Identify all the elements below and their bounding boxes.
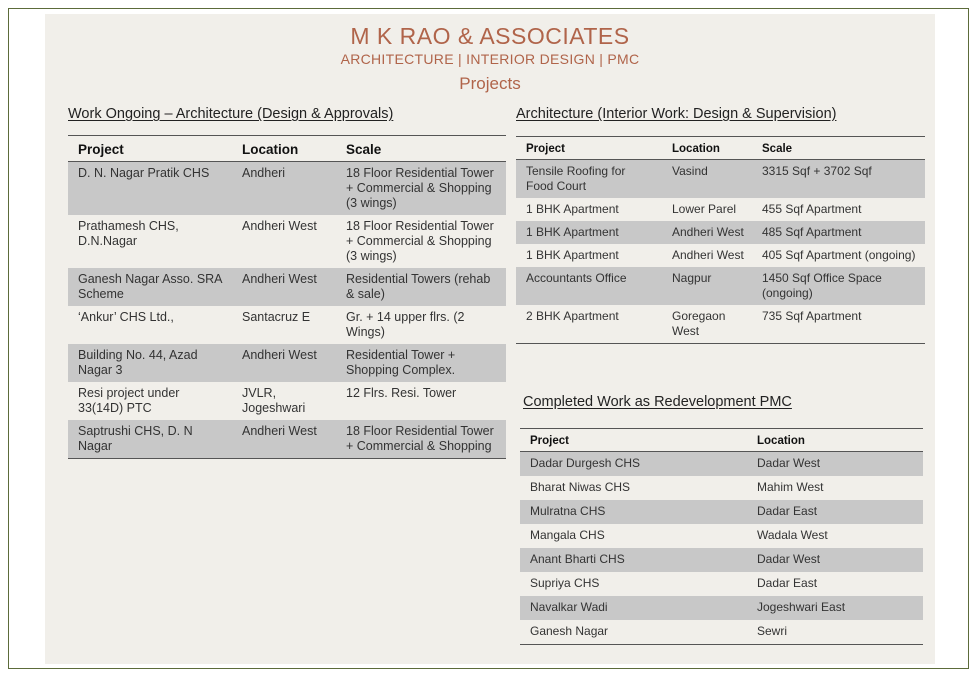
interior-col-location: Location — [662, 137, 752, 160]
table-row — [520, 524, 923, 548]
cell-location: Wadala West — [757, 528, 828, 542]
cell-project: Accountants Office — [516, 267, 662, 305]
cell-scale: 485 Sqf Apartment — [752, 221, 925, 244]
table-row — [520, 620, 923, 645]
cell-project: Anant Bharti CHS — [520, 548, 747, 572]
cell-scale: 1450 Sqf Office Space (ongoing) — [752, 267, 925, 305]
table-row — [68, 215, 506, 268]
table-row — [520, 452, 923, 477]
cell-scale: Residential Towers (rehab & sale) — [336, 268, 506, 306]
cell-project: Saptrushi CHS, D. N Nagar — [68, 420, 232, 459]
table-row — [68, 382, 506, 420]
cell-location: Vasind — [662, 160, 752, 199]
table-row — [68, 306, 506, 344]
cell-project: Tensile Roofing for Food Court — [516, 160, 662, 199]
table-row — [516, 244, 925, 267]
cell-project: D. N. Nagar Pratik CHS — [68, 162, 232, 216]
cell-project: 1 BHK Apartment — [526, 202, 619, 216]
page-title: Projects — [459, 74, 521, 93]
ongoing-col-project: Project — [68, 136, 232, 162]
cell-project: Supriya CHS — [530, 576, 600, 590]
cell-project: 1 BHK Apartment — [516, 221, 662, 244]
ongoing-header-row — [68, 136, 506, 162]
ongoing-table — [68, 135, 506, 459]
cell-scale: 405 Sqf Apartment (ongoing) — [762, 248, 916, 262]
document-sheet — [45, 14, 935, 664]
cell-scale: 735 Sqf Apartment — [752, 305, 925, 344]
cell-project: Mulratna CHS — [520, 500, 747, 524]
cell-location: Dadar East — [757, 576, 818, 590]
cell-project: ‘Ankur’ CHS Ltd., — [78, 310, 174, 324]
cell-location: Goregaon West — [662, 305, 752, 344]
cell-scale: Gr. + 14 upper flrs. (2 Wings) — [346, 310, 465, 339]
table-row — [516, 267, 925, 305]
cell-project: Bharat Niwas CHS — [530, 480, 631, 494]
completed-rows — [520, 452, 923, 645]
cell-scale: Residential Tower + Shopping Complex. — [336, 344, 506, 382]
company-name: M K RAO & ASSOCIATES — [350, 23, 630, 49]
cell-location: Dadar East — [747, 500, 923, 524]
cell-scale: 455 Sqf Apartment — [762, 202, 862, 216]
cell-project: Mangala CHS — [530, 528, 605, 542]
table-row — [68, 344, 506, 382]
company-tagline: ARCHITECTURE | INTERIOR DESIGN | PMC — [340, 51, 640, 67]
cell-location: Sewri — [747, 620, 923, 645]
interior-col-scale: Scale — [752, 137, 925, 160]
cell-scale: 12 Flrs. Resi. Tower — [346, 386, 457, 400]
cell-location: Andheri West — [232, 420, 336, 459]
cell-project: Ganesh Nagar Asso. SRA Scheme — [68, 268, 232, 306]
cell-location: Jogeshwari East — [747, 596, 923, 620]
table-row — [516, 198, 925, 221]
cell-location: Andheri — [232, 162, 336, 216]
completed-col-project: Project — [520, 429, 747, 452]
section-title-completed: Completed Work as Redevelopment PMC — [523, 394, 792, 410]
interior-col-project: Project — [516, 137, 662, 160]
cell-location: Mahim West — [757, 480, 824, 494]
table-row — [520, 476, 923, 500]
table-row — [68, 162, 506, 216]
cell-location: Dadar West — [747, 452, 923, 477]
cell-project: 2 BHK Apartment — [516, 305, 662, 344]
cell-location: Andheri West — [672, 248, 744, 262]
section-title-ongoing: Work Ongoing – Architecture (Design & Approvals) — [68, 106, 394, 122]
cell-project: Prathamesh CHS, D.N.Nagar — [78, 219, 179, 248]
table-row — [68, 420, 506, 459]
interior-rows — [516, 160, 925, 344]
table-row — [516, 305, 925, 344]
cell-project: Dadar Durgesh CHS — [520, 452, 747, 477]
cell-project: Resi project under 33(14D) PTC — [78, 386, 180, 415]
cell-location: Dadar West — [747, 548, 923, 572]
completed-header-row — [520, 429, 923, 452]
cell-location: Andheri West — [662, 221, 752, 244]
cell-location: Andheri West — [242, 219, 317, 233]
section-title-interior: Architecture (Interior Work: Design & Supervision) — [516, 106, 837, 122]
table-row — [516, 160, 925, 199]
table-row — [516, 221, 925, 244]
cell-scale: 3315 Sqf + 3702 Sqf — [752, 160, 925, 199]
cell-location: Andheri West — [232, 268, 336, 306]
interior-table — [516, 136, 925, 344]
cell-location: Santacruz E — [242, 310, 311, 324]
cell-project: Ganesh Nagar — [520, 620, 747, 645]
interior-header-row — [516, 137, 925, 160]
table-row — [520, 572, 923, 596]
cell-project: 1 BHK Apartment — [526, 248, 619, 262]
table-row — [520, 548, 923, 572]
completed-col-location: Location — [747, 429, 923, 452]
cell-project: Navalkar Wadi — [520, 596, 747, 620]
table-row — [520, 596, 923, 620]
table-row — [68, 268, 506, 306]
table-row — [520, 500, 923, 524]
cell-scale: 18 Floor Residential Tower + Commercial & Shopping — [336, 420, 506, 459]
ongoing-col-location: Location — [232, 136, 336, 162]
header — [45, 22, 935, 96]
cell-location: Nagpur — [662, 267, 752, 305]
cell-location: Lower Parel — [672, 202, 737, 216]
cell-location: Andheri West — [232, 344, 336, 382]
cell-scale: 18 Floor Residential Tower + Commercial & Shopping (3 wings) — [336, 162, 506, 216]
cell-scale: 18 Floor Residential Tower + Commercial & Shopping (3 wings) — [346, 219, 494, 263]
ongoing-col-scale: Scale — [336, 136, 506, 162]
completed-table — [520, 428, 923, 645]
cell-project: Building No. 44, Azad Nagar 3 — [68, 344, 232, 382]
cell-location: JVLR, Jogeshwari — [242, 386, 306, 415]
ongoing-rows — [68, 162, 506, 459]
